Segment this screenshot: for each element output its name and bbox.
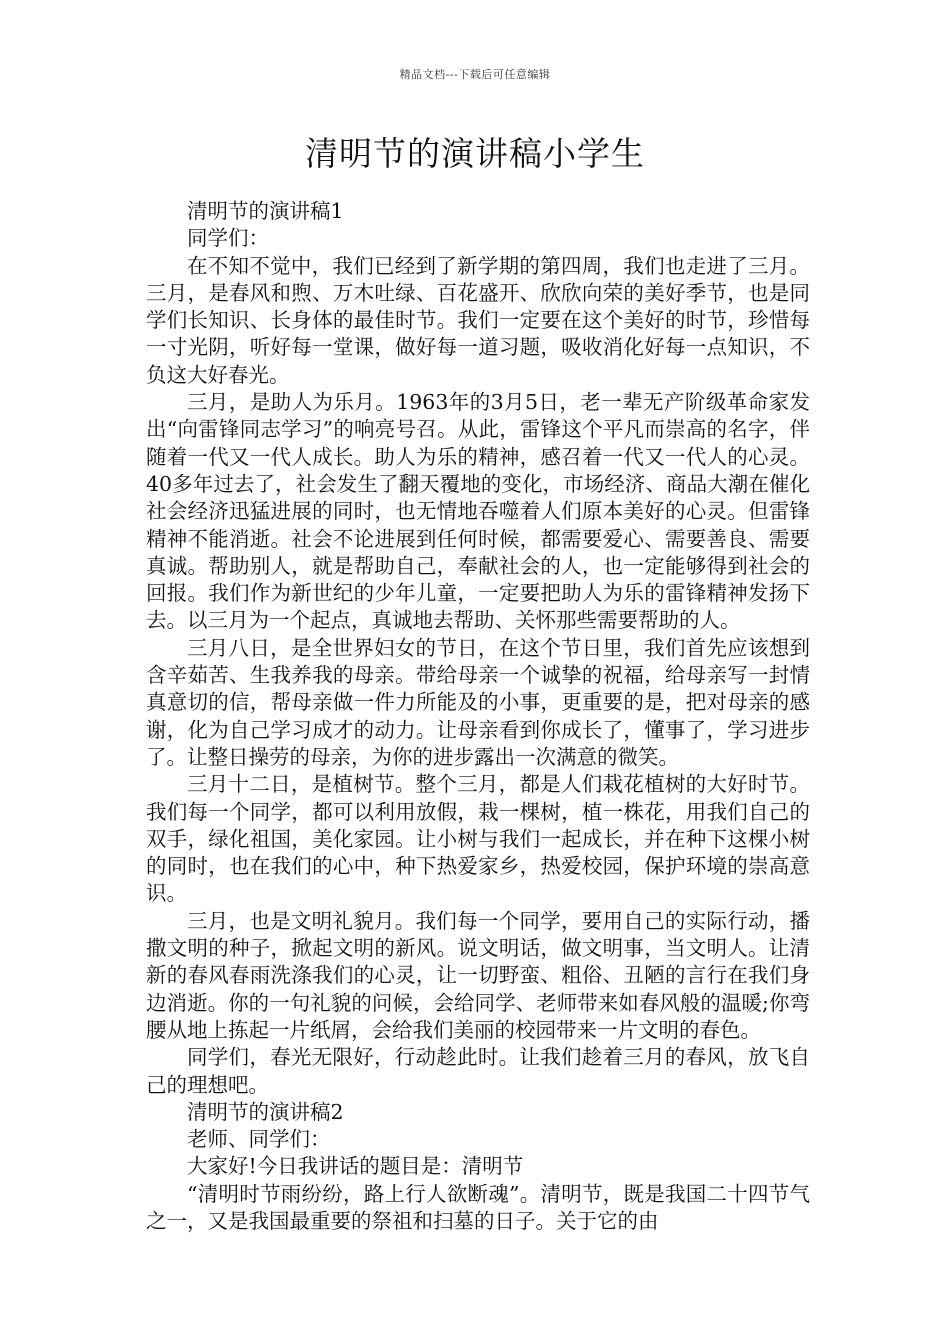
paragraph: “清明时节雨纷纷，路上行人欲断魂”。清明节，既是我国二十四节气之一，又是我国最重要的祭祖和扫墓的日子。关于它的由	[146, 1181, 810, 1233]
paragraph: 三月，也是文明礼貌月。我们每一个同学，要用自己的实际行动，播撒文明的种子，掀起文明的新风。说文明话，做文明事，当文明人。让清新的春风春雨洗涤我们的心灵，让一切野蛮、粗俗、丑陋的言行在我们身边消逝。你的一句礼貌的问候，会给同学、老师带来如春风般的温暖;你弯腰从地上拣起一片纸屑，会给我们美丽的校园带来一片文明的春色。	[146, 908, 810, 1042]
paragraph: 同学们，春光无限好，行动趁此时。让我们趁着三月的春风，放飞自己的理想吧。	[146, 1045, 810, 1097]
paragraph: 三月，是助人为乐月。1963年的3月5日，老一辈无产阶级革命家发出“向雷锋同志学习”的响亮号召。从此，雷锋这个平凡而崇高的名字，伴随着一代又一代人成长。助人为乐的精神，感召着一代又一代人的心灵。40多年过去了，社会发生了翻天覆地的变化，市场经济、商品大潮在催化社会经济迅猛进展的同时，也无情地吞噬着人们原本美好的心灵。但雷锋精神不能消逝。社会不论进展到任何时候，都需要爱心、需要善良、需要真诚。帮助别人，就是帮助自己，奉献社会的人，也一定能够得到社会的回报。我们作为新世纪的少年儿童，一定要把助人为乐的雷锋精神发扬下去。以三月为一个起点，真诚地去帮助、关怀那些需要帮助的人。	[146, 390, 810, 633]
section-heading-2: 清明节的演讲稿2	[187, 1099, 344, 1124]
paragraph: 大家好!今日我讲话的题目是：清明节	[187, 1154, 524, 1179]
paragraph: 三月八日，是全世界妇女的节日，在这个节日里，我们首先应该想到含辛茹苦、生我养我的母亲。带给母亲一个诚挚的祝福，给母亲写一封情真意切的信，帮母亲做一件力所能及的小事，更重要的是，把对母亲的感谢，化为自己学习成才的动力。让母亲看到你成长了，懂事了，学习进步了。让整日操劳的母亲，为你的进步露出一次满意的微笑。	[146, 635, 810, 769]
salutation-1: 同学们：	[187, 226, 269, 251]
section-heading-1: 清明节的演讲稿1	[187, 199, 344, 223]
paragraph: 在不知不觉中，我们已经到了新学期的第四周，我们也走进了三月。三月，是春风和煦、万木吐绿、百花盛开、欣欣向荣的美好季节，也是同学们长知识、长身体的最佳时节。我们一定要在这个美好的时节，珍惜每一寸光阴，听好每一堂课，做好每一道习题，吸收消化好每一点知识，不负这大好春光。	[146, 253, 810, 387]
salutation-2: 老师、同学们：	[187, 1127, 331, 1152]
header-note: 精品文档---下载后可任意编辑	[399, 68, 551, 81]
paragraph: 三月十二日，是植树节。整个三月，都是人们栽花植树的大好时节。我们每一个同学，都可以利用放假，栽一棵树，植一株花，用我们自己的双手，绿化祖国，美化家园。让小树与我们一起成长，并在种下这棵小树的同时，也在我们的心中，种下热爱家乡，热爱校园，保护环境的崇高意识。	[146, 772, 810, 906]
document-title: 清明节的演讲稿小学生	[305, 134, 645, 173]
document-body	[146, 198, 810, 1235]
